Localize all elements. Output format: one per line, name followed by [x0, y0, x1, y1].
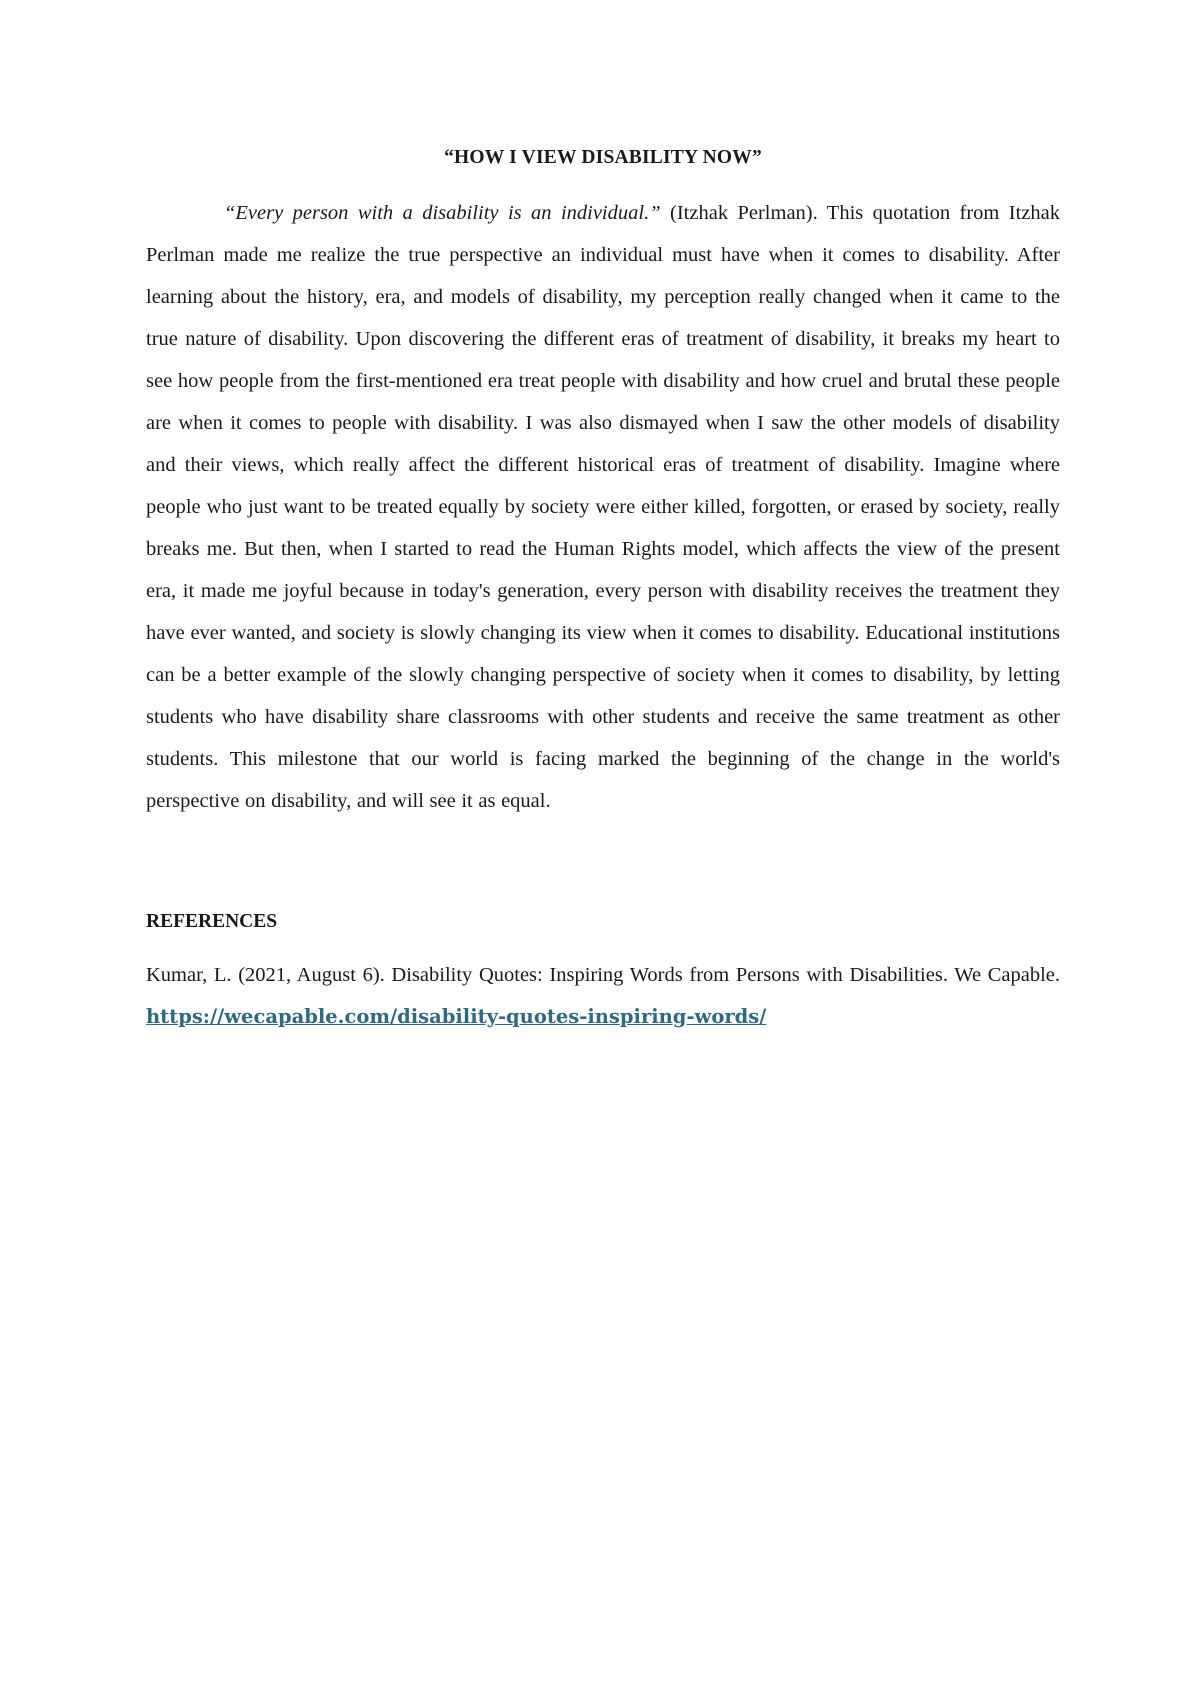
body-text: (Itzhak Perlman). This quotation from Itzhak Perlman made me realize the true perspective an individual must have when it comes to disability. After learning about the history, era, and models of disability, my perception really changed when it came to the true nature of disability. Upon discovering the different eras of treatment of disability, it breaks my heart to see how people from the first-mentioned era treat people with disability and how cruel and brutal these people are when it comes to people with disability. I was also dismayed when I saw the other models of disability and their views, which really affect the different historical eras of treatment of disability. Imagine where people who just want to be treated equally by society were either killed, forgotten, or erased by society, really breaks me. But then, when I started to read the Human Rights model, which affects the view of the present era, it made me joyful because in today's generation, every person with disability receives the treatment they have ever wanted, and society is slowly changing its view when it comes to disability. Educational institutions can be a better example of the slowly changing perspective of society when it comes to disability, by letting students who have disability share classrooms with other students and receive the same treatment as other students. This milestone that our world is facing marked the beginning of the change in the world's perspective on disability, and will see it as equal.	[146, 202, 1060, 812]
reference-link[interactable]: https://wecapable.com/disability-quotes-inspiring-words/	[146, 1005, 767, 1028]
reference-entry-text: Kumar, L. (2021, August 6). Disability Quotes: Inspiring Words from Persons with Disabilities. We Capable.	[146, 964, 1060, 986]
document-title: “HOW I VIEW DISABILITY NOW”	[444, 147, 762, 168]
body-paragraph	[146, 192, 1060, 822]
document-content	[146, 144, 1060, 1038]
reference-entry	[146, 954, 1060, 1038]
references-heading: REFERENCES	[146, 911, 278, 932]
opening-quote: “Every person with a disability is an individual.”	[224, 202, 661, 224]
